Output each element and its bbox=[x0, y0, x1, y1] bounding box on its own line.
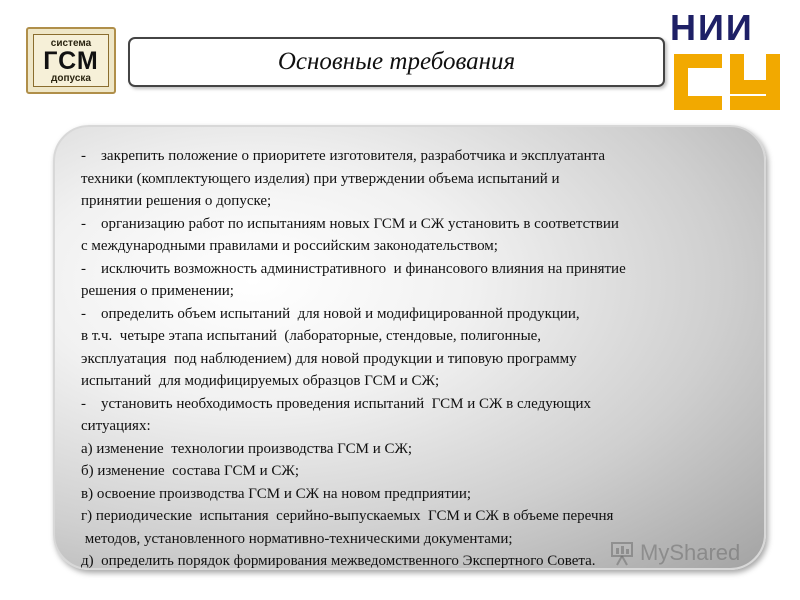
gsm-logo-frame bbox=[33, 34, 109, 87]
text-line: эксплуатация под наблюдением) для новой продукции и типовую программу bbox=[81, 350, 577, 367]
text-line: - определить объем испытаний для новой и модифицированной продукции, bbox=[81, 305, 580, 322]
logo-top-text: система bbox=[50, 37, 92, 49]
text-line: а) изменение технологии производства ГСМ и СЖ; bbox=[81, 440, 413, 457]
gsm-system-logo bbox=[26, 27, 116, 94]
text-line: - исключить возможность административного и финансового влияния на принятие bbox=[81, 260, 626, 277]
nii-logo-text: НИИ bbox=[670, 7, 754, 48]
text-line: с международными правилами и российским законодательством; bbox=[81, 238, 498, 254]
text-line: принятии решения о допуске; bbox=[81, 193, 272, 209]
watermark bbox=[610, 538, 740, 568]
title-box bbox=[128, 37, 665, 87]
text-line: ситуациях: bbox=[81, 418, 151, 434]
text-line: в) освоение производства ГСМ и СЖ на новом предприятии; bbox=[81, 485, 472, 502]
text-line: б) изменение состава ГСМ и СЖ; bbox=[81, 463, 299, 479]
text-line: д) определить порядок формирования межведомственного Экспертного Совета. bbox=[81, 553, 596, 569]
text-line: в т.ч. четыре этапа испытаний (лабораторные, стендовые, полигонные, bbox=[81, 328, 542, 344]
watermark-text: MyShared bbox=[640, 540, 741, 565]
text-line: г) периодические испытания серийно-выпускаемых ГСМ и СЖ в объеме перечня bbox=[81, 508, 614, 524]
requirements-panel bbox=[53, 125, 766, 570]
su-logo-mark bbox=[670, 52, 784, 112]
requirements-text bbox=[81, 145, 749, 573]
text-line: - организацию работ по испытаниям новых ГСМ и СЖ установить в соответствии bbox=[81, 215, 619, 232]
text-line: - закрепить положение о приоритете изготовителя, разработчика и эксплуатанта bbox=[81, 148, 606, 164]
text-line: решения о применении; bbox=[81, 283, 234, 299]
logo-main-text: ГСМ bbox=[43, 46, 99, 75]
text-line: методов, установленного нормативно-техническими документами; bbox=[81, 530, 513, 547]
page-title: Основные требования bbox=[277, 48, 516, 75]
text-line: техники (комплектующего изделия) при утверждении объема испытаний и bbox=[81, 170, 560, 187]
presentation-board-icon bbox=[610, 540, 636, 566]
text-line: испытаний для модифицируемых образцов ГСМ и СЖ; bbox=[81, 373, 440, 389]
nii-su-logo bbox=[666, 8, 788, 116]
text-line: - установить необходимость проведения испытаний ГСМ и СЖ в следующих bbox=[81, 395, 592, 412]
logo-bottom-text: допуска bbox=[51, 72, 91, 84]
